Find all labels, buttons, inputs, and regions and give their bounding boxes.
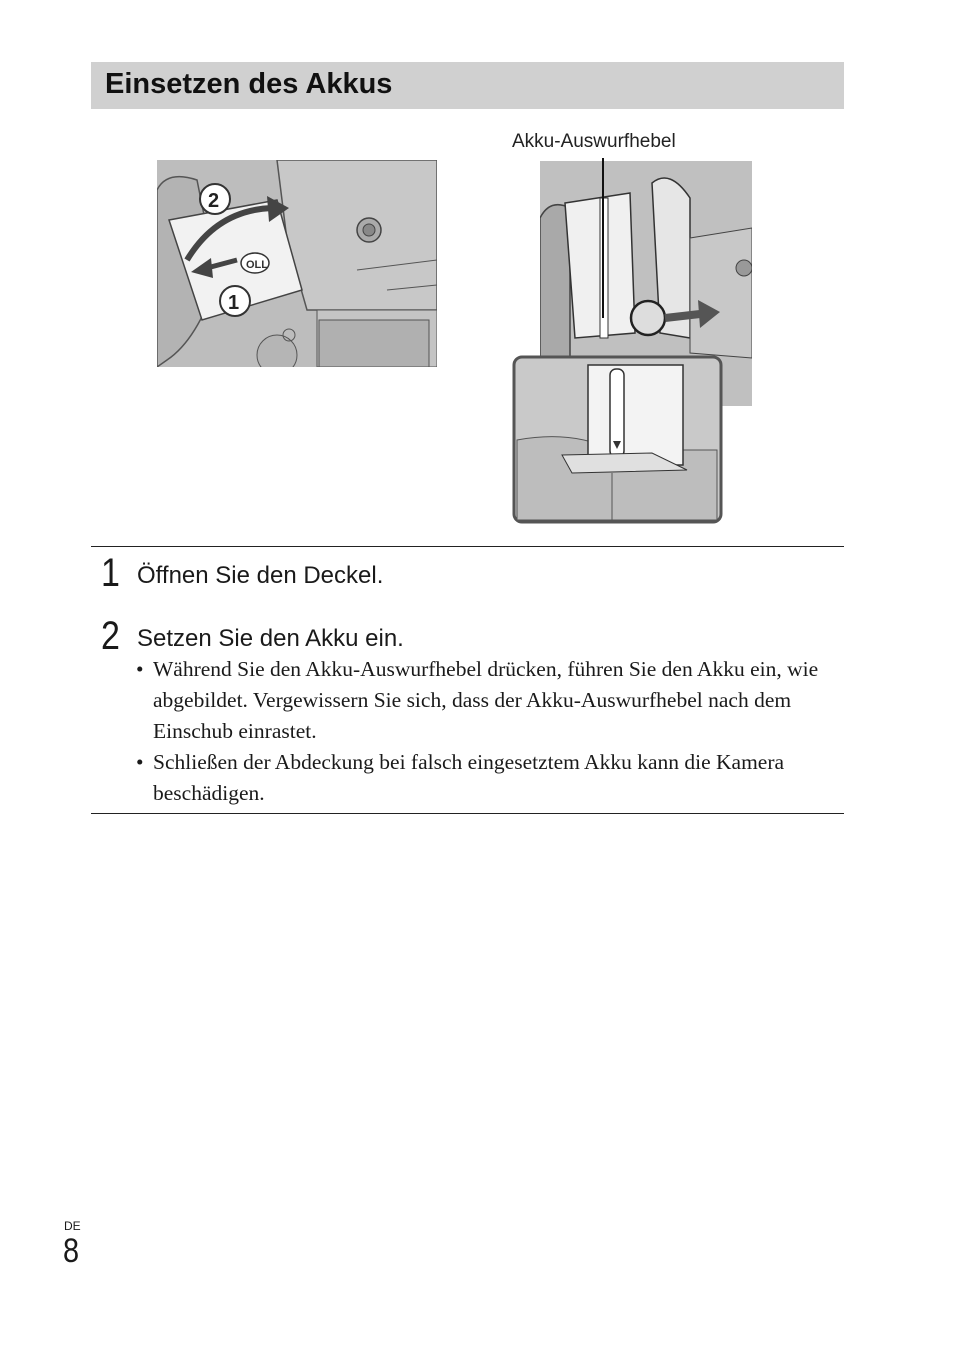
bullet-marker: • (136, 657, 144, 681)
bullet-text: Schließen der Abdeckung bei falsch eingesetztem Akku kann die Kamera beschädigen. (153, 750, 785, 805)
list-item (136, 747, 836, 809)
open-cover-illustration (157, 160, 437, 367)
steps-bottom-rule (91, 813, 844, 814)
step-1-text: Öffnen Sie den Deckel. (137, 562, 384, 589)
step-2-text: Setzen Sie den Akku ein. (137, 625, 404, 652)
marker-2: 2 (208, 190, 220, 212)
step-2-notes (136, 654, 836, 809)
callout-label: Akku-Auswurfhebel (512, 131, 676, 152)
page-number: 8 (63, 1232, 80, 1270)
footer-language: DE (64, 1219, 81, 1233)
bullet-marker: • (136, 750, 144, 774)
svg-text:OLL: OLL (246, 259, 268, 271)
marker-1: 1 (228, 292, 240, 314)
steps-top-rule (91, 546, 844, 547)
list-item (136, 654, 836, 747)
step-2-number: 2 (101, 614, 120, 658)
step-1-number: 1 (101, 551, 120, 595)
section-title-bar (91, 62, 844, 109)
inset-detail-illustration (512, 355, 724, 525)
bullet-text: Während Sie den Akku-Auswurfhebel drücken, führen Sie den Akku ein, wie abgebildet. Vergewissern Sie sich, dass der Akku-Auswurfhebel nach dem Einschub einrastet. (153, 657, 819, 743)
section-title: Einsetzen des Akkus (105, 68, 393, 100)
